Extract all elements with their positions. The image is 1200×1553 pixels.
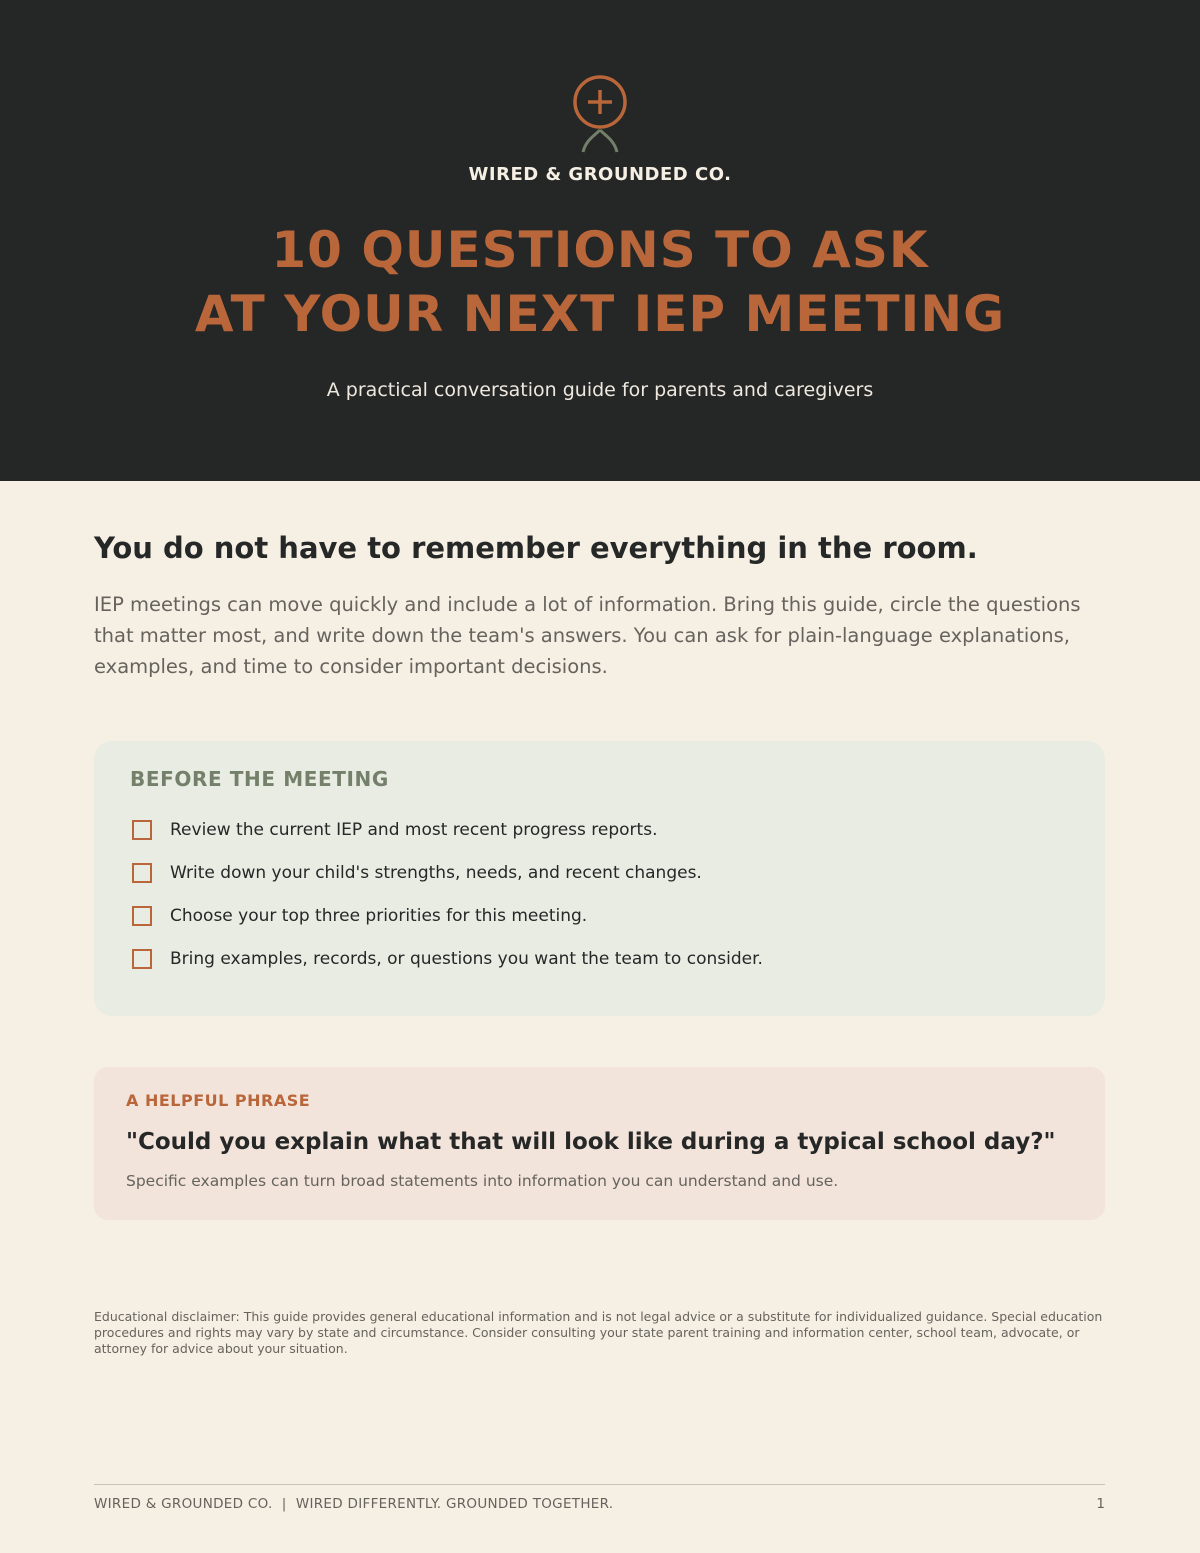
helpful-phrase-quote: "Could you explain what that will look like during a typical school day?" — [126, 1129, 1056, 1155]
checklist-item[interactable] — [132, 904, 587, 928]
checkbox-icon[interactable] — [132, 906, 152, 926]
brand-name: WIRED & GROUNDED CO. — [468, 164, 732, 185]
footer-divider — [94, 1484, 1105, 1485]
plus-circle-person-icon — [570, 74, 630, 156]
helpful-phrase-card — [94, 1067, 1105, 1220]
before-meeting-card — [94, 741, 1105, 1016]
checklist-item[interactable] — [132, 818, 657, 842]
page-title — [0, 218, 1200, 346]
header-banner — [0, 0, 1200, 481]
page-subtitle: A practical conversation guide for parents and caregivers — [326, 379, 874, 401]
title-line-1: 10 QUESTIONS TO ASK — [271, 221, 929, 279]
checklist-item-text: Review the current IEP and most recent progress reports. — [170, 820, 658, 840]
checkbox-icon[interactable] — [132, 863, 152, 883]
intro-heading: You do not have to remember everything in the room. — [94, 531, 978, 565]
checklist-item-text: Write down your child's strengths, needs, and recent changes. — [170, 863, 702, 883]
checklist-item[interactable] — [132, 861, 702, 885]
disclaimer: Educational disclaimer: This guide provides general educational information and is not legal advice or a substitute for individualized guidance. Special education procedures and rights may vary by state and circumstance. Consider consulting your state parent training and information center, school team, advocate, or attorney for advice about your situation. — [94, 1309, 1103, 1356]
helpful-phrase-label: A HELPFUL PHRASE — [126, 1091, 311, 1110]
checklist-item-text: Choose your top three priorities for this meeting. — [170, 906, 588, 926]
footer-tagline: WIRED & GROUNDED CO. | WIRED DIFFERENTLY. GROUNDED TOGETHER. — [94, 1496, 614, 1512]
intro-body: IEP meetings can move quickly and include a lot of information. Bring this guide, circle the questions that matter most, and write down the team's answers. You can ask for plain-language explanations, examples, and time to consider important decisions. — [94, 593, 1081, 678]
checkbox-icon[interactable] — [132, 820, 152, 840]
checklist-item-text: Bring examples, records, or questions you want the team to consider. — [170, 949, 763, 969]
checkbox-icon[interactable] — [132, 949, 152, 969]
checklist-item[interactable] — [132, 947, 763, 971]
title-line-2: AT YOUR NEXT IEP MEETING — [194, 285, 1006, 343]
helpful-phrase-note: Specific examples can turn broad statements into information you can understand and use. — [126, 1172, 839, 1190]
page-number: 1 — [1096, 1496, 1105, 1512]
before-meeting-title: BEFORE THE MEETING — [130, 767, 389, 791]
